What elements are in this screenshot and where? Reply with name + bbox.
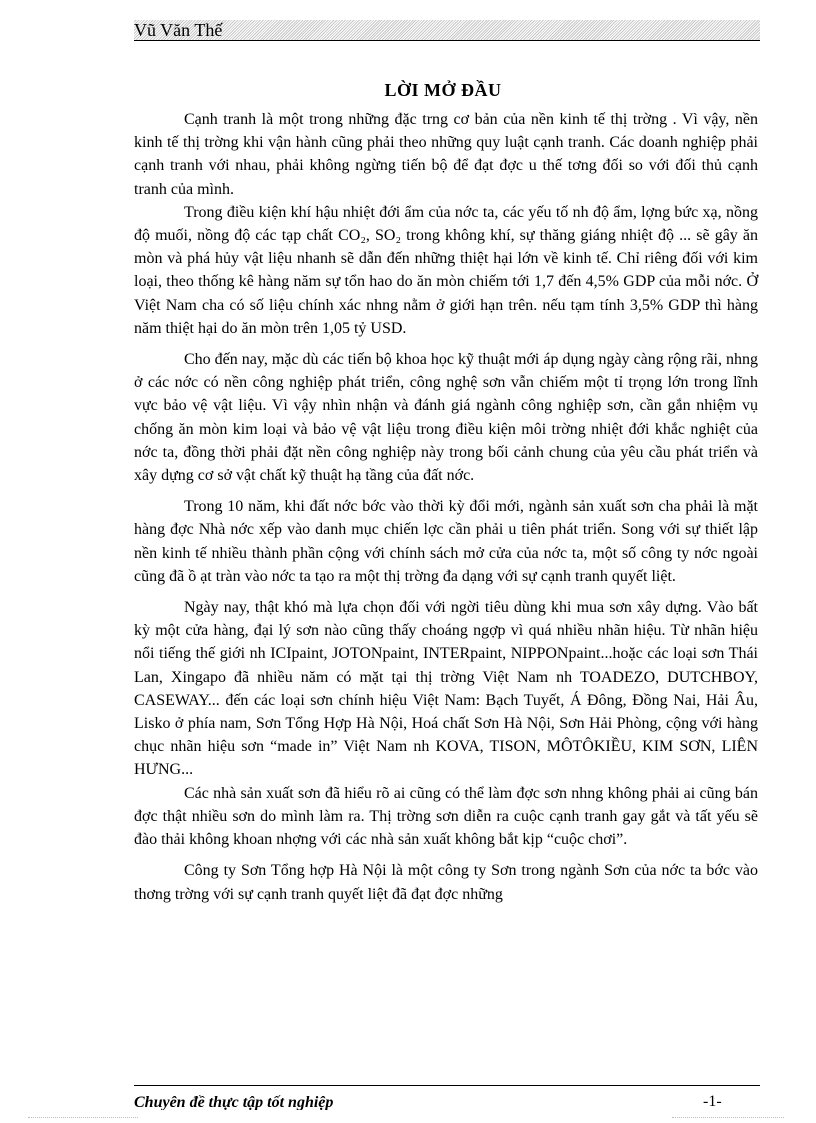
paragraph: Ngày nay, thật khó mà lựa chọn đối với ngời tiêu dùng khi mua sơn xây dựng. Vào bất kỳ một cửa hàng, đại lý sơn nào cũng thấy choáng ngợp vì quá nhiều nhãn hiệu. Từ nhãn hiệu nổi tiếng thế giới nh ICIpaint, JOTONpaint, INTERpaint, NIPPONpaint...hoặc các loại sơn Thái Lan, Xingapo đã nhiều năm có mặt tại thị trờng Việt Nam nh TOADEZO, DUTCHBOY, CASEWAY... đến các loại sơn chính hiệu Việt Nam: Bạch Tuyết, Á Đông, Đồng Nai, Hải Âu, Lisko ở phía nam, Sơn Tổng Hợp Hà Nội, Hoá chất Sơn Hà Nội, Sơn Hải Phòng, cộng với hàng chục nhãn hiệu sơn “made in” Việt Nam nh KOVA, TISON, MÔTÔKIỀU, KIM SƠN, LIÊN HƯNG... bbox=[134, 599, 758, 779]
paragraph: Trong điều kiện khí hậu nhiệt đới ẩm của nớc ta, các yếu tố nh độ ẩm, lợng bức xạ, nồng độ muối, nồng độ các tạp chất CO₂, SO₂ trong không khí, sự thăng giáng nhiệt độ ... sẽ gây ăn mòn và phá hủy vật liệu nhanh sẽ dẫn đến những thiệt hại lớn về kinh tế. Chỉ riêng đối với kim loại, theo thống kê hàng năm sự tổn hao do ăn mòn chiếm tới 1,7 đến 4,5% GDP của mỗi nớc. Ở Việt Nam cha có số liệu chính xác nhng nằm ở giới hạn trên. nếu tạm tính 3,5% GDP thì hàng năm thiệt hại do ăn mòn trên 1,05 tỷ USD. bbox=[134, 203, 758, 337]
dotted-divider bbox=[672, 1117, 784, 1118]
page-number: -1- bbox=[703, 1093, 722, 1110]
footer-divider bbox=[134, 1085, 760, 1086]
dotted-divider bbox=[28, 1117, 138, 1118]
paragraph: Cho đến nay, mặc dù các tiến bộ khoa học kỹ thuật mới áp dụng ngày càng rộng rãi, nhng ở các nớc có nền công nghiệp phát triển, công nghệ sơn vẫn chiếm một tỉ trọng lớn trong lĩnh vực bảo vệ vật liệu. Vì vậy nhìn nhận và đánh giá ngành công nghiệp sơn, cần gắn nhiệm vụ chống ăn mòn kim loại và bảo vệ vật liệu trong điều kiện môi trờng nhiệt đới khắc nghiệt của nớc ta, đồng thời phải đặt nền công nghiệp này trong bối cảnh chung của yêu cầu phát triển và xây dựng cơ sở vật chất kỹ thuật hạ tầng của đất nớc. bbox=[134, 351, 758, 485]
footer-caption: Chuyên đề thực tập tốt nghiệp bbox=[134, 1094, 334, 1110]
paragraph: Cạnh tranh là một trong những đặc trng cơ bản của nền kinh tế thị trờng . Vì vậy, nền kinh tế thị trờng khi vận hành cũng phải theo những quy luật cạnh tranh. Các doanh nghiệp phải cạnh tranh với nhau, phải không ngừng tiến bộ để đạt đợc u thế tơng đối so với đối thủ cạnh tranh của mình. bbox=[134, 111, 758, 198]
paragraph: Trong 10 năm, khi đất nớc bớc vào thời kỳ đổi mới, ngành sản xuất sơn cha phải là mặt hàng đợc Nhà nớc xếp vào danh mục chiến lợc cần phải u tiên phát triển. Song với sự thiết lập nền kinh tế nhiều thành phần cộng với chính sách mở cửa của nớc ta, một số công ty nớc ngoài cũng đã ồ ạt tràn vào nớc ta tạo ra một thị trờng đa dạng với sự cạnh tranh quyết liệt. bbox=[134, 498, 758, 585]
page-header bbox=[134, 20, 760, 41]
paragraph: Các nhà sản xuất sơn đã hiểu rõ ai cũng có thể làm đợc sơn nhng không phải ai cũng bán đợc thật nhiều sơn do mình làm ra. Thị trờng sơn diễn ra cuộc cạnh tranh gay gắt và tất yếu sẽ đào thải không khoan nhợng với các nhà sản xuất không bắt kịp “cuộc chơi”. bbox=[134, 784, 758, 849]
page-title: LỜI MỞ ĐẦU bbox=[384, 80, 502, 100]
paragraph: Công ty Sơn Tổng hợp Hà Nội là một công ty Sơn trong ngành Sơn của nớc ta bớc vào thơng trờng với sự cạnh tranh quyết liệt đã đạt đợc những bbox=[134, 862, 758, 903]
document-body bbox=[134, 108, 758, 906]
header-author: Vũ Văn Thế bbox=[134, 20, 223, 40]
